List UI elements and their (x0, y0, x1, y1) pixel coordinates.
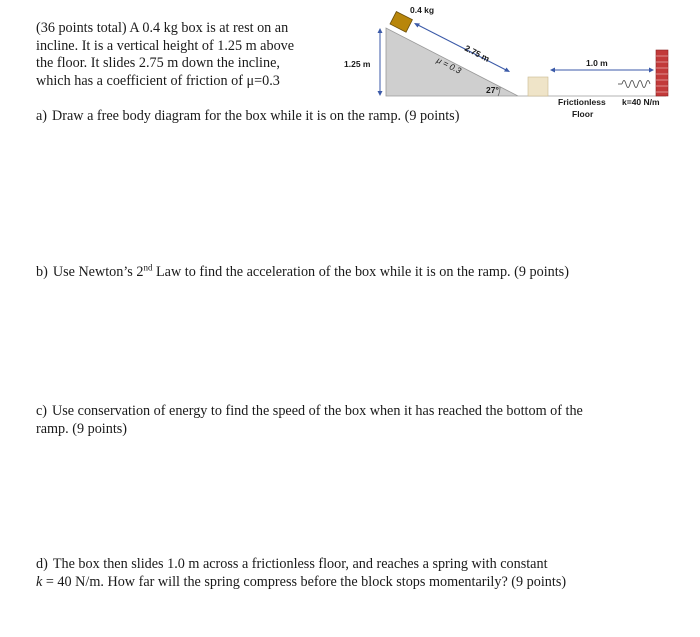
spring-wall (656, 50, 668, 96)
question-c (36, 403, 583, 438)
question-c-line2: ramp. (9 points) (36, 420, 128, 437)
height-arrow (378, 28, 383, 96)
question-b-text-after: Law to find the acceleration of the box while it is on the ramp. (9 points) (152, 264, 569, 280)
question-d-line2: = 40 N/m. How far will the spring compress before the block stops momentarily? (9 points) (42, 573, 567, 590)
question-a-text: Draw a free body diagram for the box while it is on the ramp. (9 points) (52, 108, 460, 124)
floor-block (528, 77, 548, 96)
height-label: 1.25 m (344, 59, 371, 69)
question-b-text-before: Use Newton’s 2 (52, 264, 144, 280)
spring-label: k=40 N/m (622, 97, 660, 107)
intro-line-4: which has a coefficient of friction of μ=0.3 (36, 72, 280, 89)
angle-label: 27° (486, 85, 499, 95)
question-a-label: a) (36, 108, 48, 124)
question-c-line1: Use conservation of energy to find the speed of the box when it has reached the bottom of the (52, 403, 583, 419)
intro-line-2: incline. It is a vertical height of 1.25 m above (36, 37, 295, 54)
question-d (36, 556, 566, 591)
question-d-k: k (36, 573, 43, 590)
intro-line-1: (36 points total) A 0.4 kg box is at rest on an (36, 20, 289, 36)
intro-line-3: the floor. It slides 2.75 m down the incline, (36, 55, 280, 71)
mass-label: 0.4 kg (410, 5, 435, 15)
floor-length-arrow (550, 68, 654, 73)
question-d-line1: The box then slides 1.0 m across a frictionless floor, and reaches a spring with constant (52, 556, 548, 572)
floor-label-line1: Frictionless (558, 97, 606, 107)
question-b (36, 264, 569, 282)
question-b-sup: nd (143, 262, 153, 273)
question-d-label: d) (36, 556, 48, 572)
question-a (36, 108, 459, 126)
question-b-label: b) (36, 264, 48, 280)
floor-label-line2: Floor (572, 109, 594, 119)
mu-label: μ = 0.3 (435, 54, 463, 76)
question-c-label: c) (36, 403, 48, 419)
incline-length-label: 2.75 m (463, 42, 492, 64)
problem-intro (36, 20, 336, 90)
spring (618, 81, 650, 88)
floor-length-label: 1.0 m (586, 58, 608, 68)
